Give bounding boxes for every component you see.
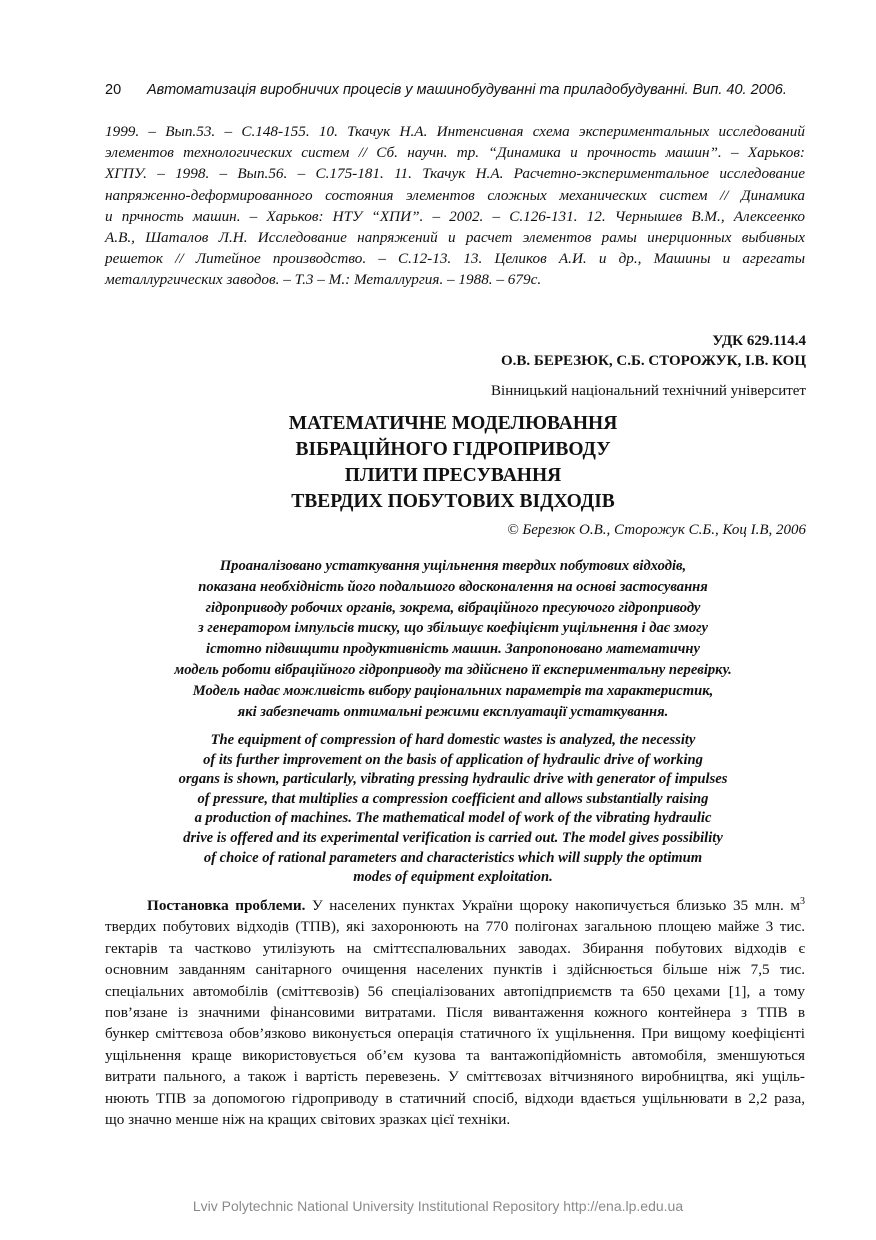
section-heading: Постановка проблеми. <box>147 897 306 914</box>
abstract-line: показана необхідність його подальшого вдосконалення на основі застосування <box>198 578 708 595</box>
reference-line: А.В., Шаталов Л.Н. Исследование напряжений и расчет элементов рамы инерционных выбивных <box>105 229 805 247</box>
reference-line: ХГПУ. – 1998. – Вып.56. – С.175-181. 11. Ткачук Н.А. Расчетно-экспериментальное исследование <box>105 165 805 183</box>
copyright: © Березюк О.В., Сторожук С.Б., Коц І.В, 2006 <box>507 522 806 538</box>
reference-line: напряженно-деформированного состояния элементов сложных механических систем // Динамика <box>105 186 805 204</box>
body-line: нюють ТПВ за допомогою гідроприводу в статичний спосіб, відходи вдається ущільнювати в 2,2 раза, <box>105 1089 805 1107</box>
title-line: ТВЕРДИХ ПОБУТОВИХ ВІДХОДІВ <box>291 491 615 512</box>
abstract-line: a production of machines. The mathematical model of work of the vibrating hydraulic <box>194 810 712 827</box>
abstract-line: of its further improvement on the basis of application of hydraulic drive of working <box>203 751 703 768</box>
reference-line: элементов технологических систем // Сб. научн. тр. “Динамика и прочность машин”. – Харьков: <box>105 144 805 162</box>
title-line: ПЛИТИ ПРЕСУВАННЯ <box>344 465 562 486</box>
body-line: основним завданням санітарного очищення населених пунктів і здійснюється більше ніж 7,5 тис. <box>105 961 805 979</box>
body-line: ущільнення краще використовується об’єм кузова та вантажопідйомність автомобіля, зменшуються <box>105 1046 805 1064</box>
title-line: ВІБРАЦІЙНОГО ГІДРОПРИВОДУ <box>295 439 611 460</box>
abstract-english <box>0 731 876 888</box>
affiliation: Вінницький національний технічний університет <box>491 383 806 399</box>
reference-line: решеток // Литейное производство. – С.12-13. 13. Целиков А.И. и др., Машины и агрегаты <box>105 250 805 268</box>
authors: О.В. БЕРЕЗЮК, С.Б. СТОРОЖУК, І.В. КОЦ <box>501 353 806 369</box>
body-line: витрати пального, а також і вартість перевезень. У сміттєвозах вітчизняного виробництва, які ущіль- <box>105 1068 805 1086</box>
abstract-line: гідроприводу робочих органів, зокрема, вібраційного пресуючого гідроприводу <box>205 599 701 616</box>
body-line: твердих побутових відходів (ТПВ), які захоронюють на 770 полігонах загальною площею майже 3 тис. <box>105 918 805 936</box>
body-line: що значно менше ніж на кращих світових зразках цієї техніки. <box>105 1111 511 1129</box>
abstract-line: of pressure, that multiplies a compression coefficient and allows substantially raising <box>197 790 709 807</box>
abstract-line: модель роботи вібраційного гідроприводу та здійснено її експериментальну перевірку. <box>174 661 732 678</box>
references-continuation <box>105 121 805 291</box>
abstract-line: The equipment of compression of hard domestic wastes is analyzed, the necessity <box>210 732 696 748</box>
title-line: МАТЕМАТИЧНЕ МОДЕЛЮВАННЯ <box>288 413 618 434</box>
body-text: У населених пунктах України щороку накопичується близько 35 млн. м <box>305 897 800 914</box>
superscript: 3 <box>800 895 805 907</box>
body-line: бункер сміттєвоза обов’язково виконується операція статичного їх ущільнення. При вищому коефіцієнті <box>105 1025 805 1043</box>
repository-footer: Lviv Polytechnic National University Institutional Repository http://ena.lp.edu.ua <box>192 1198 684 1214</box>
abstract-ukrainian <box>0 556 876 722</box>
abstract-line: Проаналізовано устаткування ущільнення твердих побутових відходів, <box>219 558 687 574</box>
abstract-line: modes of equipment exploitation. <box>353 869 553 886</box>
body-line: спеціальних автомобілів (сміттєвозів) 56 спеціалізованих автопідприємств та 650 цехами [1], а тому <box>105 982 805 1000</box>
abstract-line: of choice of rational parameters and characteristics which will supply the optimum <box>203 849 703 866</box>
reference-line: 1999. – Вып.53. – С.148-155. 10. Ткачук Н.А. Интенсивная схема экспериментальных исследований <box>105 123 805 140</box>
reference-line: и прчность машин. – Харьков: НТУ “ХПИ”. – 2002. – С.126-131. 12. Чернышев В.М., Алексеенко <box>105 207 805 225</box>
abstract-line: drive is offered and its experimental verification is carried out. The model gives possibility <box>183 829 723 846</box>
body-first-line <box>105 895 805 916</box>
body-line: пов’язане із значними фінансовими витратами. Після вивантаження кожного контейнера з ТПВ в <box>105 1004 805 1022</box>
abstract-line: з генератором імпульсів тиску, що збільшує коефіцієнт ущільнення і дає змогу <box>198 620 708 637</box>
reference-line: металлургических заводов. – Т.3 – М.: Металлургия. – 1988. – 679с. <box>105 271 542 289</box>
running-header <box>105 82 810 98</box>
body-paragraph <box>105 895 805 1130</box>
udk-code: УДК 629.114.4 <box>712 333 806 349</box>
body-line: гектарів та частково утилізують на сміттєспалювальних заводах. Збирання побутових відходів є <box>105 939 805 957</box>
page-number: 20 <box>105 82 122 98</box>
journal-title: Автоматизація виробничих процесів у машинобудуванні та приладобудуванні. Вип. 40. 2006. <box>147 82 787 98</box>
abstract-line: істотно підвищити продуктивність машин. Запропоновано математичну <box>206 641 700 658</box>
abstract-line: organs is shown, particularly, vibrating pressing hydraulic drive with generator of impulses <box>178 771 728 788</box>
article-title <box>0 411 876 515</box>
abstract-line: які забезпечать оптимальні режими експлуатації устаткування. <box>237 703 669 720</box>
abstract-line: Модель надає можливість вибору раціональних параметрів та характеристик, <box>192 682 714 699</box>
